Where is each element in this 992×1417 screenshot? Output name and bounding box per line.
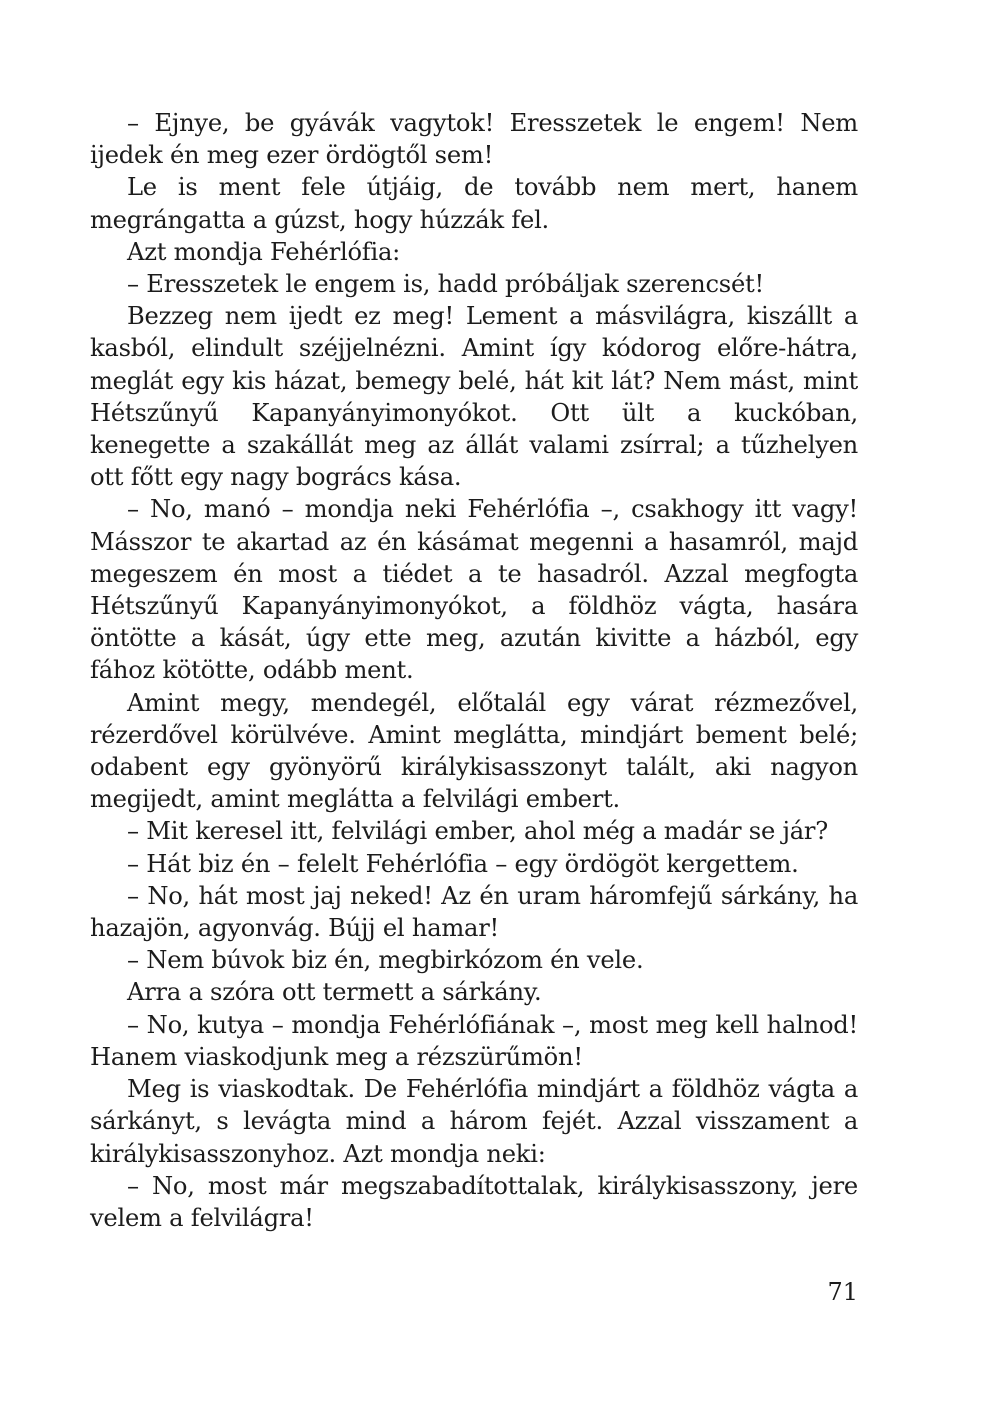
paragraph: – No, kutya – mondja Fehérlófiának –, most meg kell halnod! Hanem viaskodjunk meg a rézszürűmön!: [90, 1010, 858, 1071]
paragraph: – No, most már megszabadítottalak, királykisasszony, jere velem a felvilágra!: [90, 1171, 858, 1232]
paragraph: Bezzeg nem ijedt ez meg! Lement a másvilágra, kiszállt a kasból, elindult széjjelnézni. Amint így kódorog előre-hátra, meglát egy kis házat, bemegy belé, hát kit lát? Nem mást, mint Hétszűnyű Kapanyányimonyókot. Ott ült a kuckóban, kenegette a szakállát meg az állát valami zsírral; a tűzhelyen ott főtt egy nagy bogrács kása.: [90, 302, 858, 492]
paragraph: – No, manó – mondja neki Fehérlófia –, csakhogy itt vagy! Másszor te akartad az én kásámat megenni a hasamról, majd megeszem én most a tiédet a te hasadról. Azzal megfogta Hétszűnyű Kapanyányimonyókot, a földhöz vágta, hasára öntötte a kását, úgy ette meg, azután kivitte a házból, egy fához kötötte, odább ment.: [90, 495, 858, 685]
paragraph: – Hát biz én – felelt Fehérlófia – egy ördögöt kergettem.: [127, 849, 799, 878]
paragraph: – Eresszetek le engem is, hadd próbáljak szerencsét!: [127, 270, 764, 299]
paragraph: – Mit keresel itt, felvilági ember, ahol még a madár se jár?: [127, 817, 828, 846]
paragraph: – Nem búvok biz én, megbirkózom én vele.: [127, 946, 644, 975]
paragraph: – Ejnye, be gyávák vagytok! Eresszetek le engem! Nem ijedek én meg ezer ördögtől sem!: [90, 109, 858, 170]
paragraph: Amint megy, mendegél, előtalál egy várat rézmezővel, rézerdővel körülvéve. Amint meglátta, mindjárt bement belé; odabent egy gyönyörű királykisasszonyt talált, aki nagyon megijedt, amint meglátta a felvilági embert.: [90, 688, 858, 814]
paragraph: Arra a szóra ott termett a sárkány.: [127, 978, 542, 1007]
page-body: [90, 107, 858, 1234]
paragraph: Azt mondja Fehérlófia:: [127, 237, 401, 266]
paragraph: Meg is viaskodtak. De Fehérlófia mindjárt a földhöz vágta a sárkányt, s levágta mind a három fejét. Azzal visszament a királykisasszonyhoz. Azt mondja neki:: [90, 1075, 858, 1168]
paragraph: – No, hát most jaj neked! Az én uram háromfejű sárkány, ha hazajön, agyonvág. Bújj el hamar!: [90, 881, 858, 943]
page-number: 71: [827, 1278, 858, 1306]
paragraph: Le is ment fele útjáig, de tovább nem mert, hanem megrángatta a gúzst, hogy húzzák fel.: [90, 173, 858, 234]
